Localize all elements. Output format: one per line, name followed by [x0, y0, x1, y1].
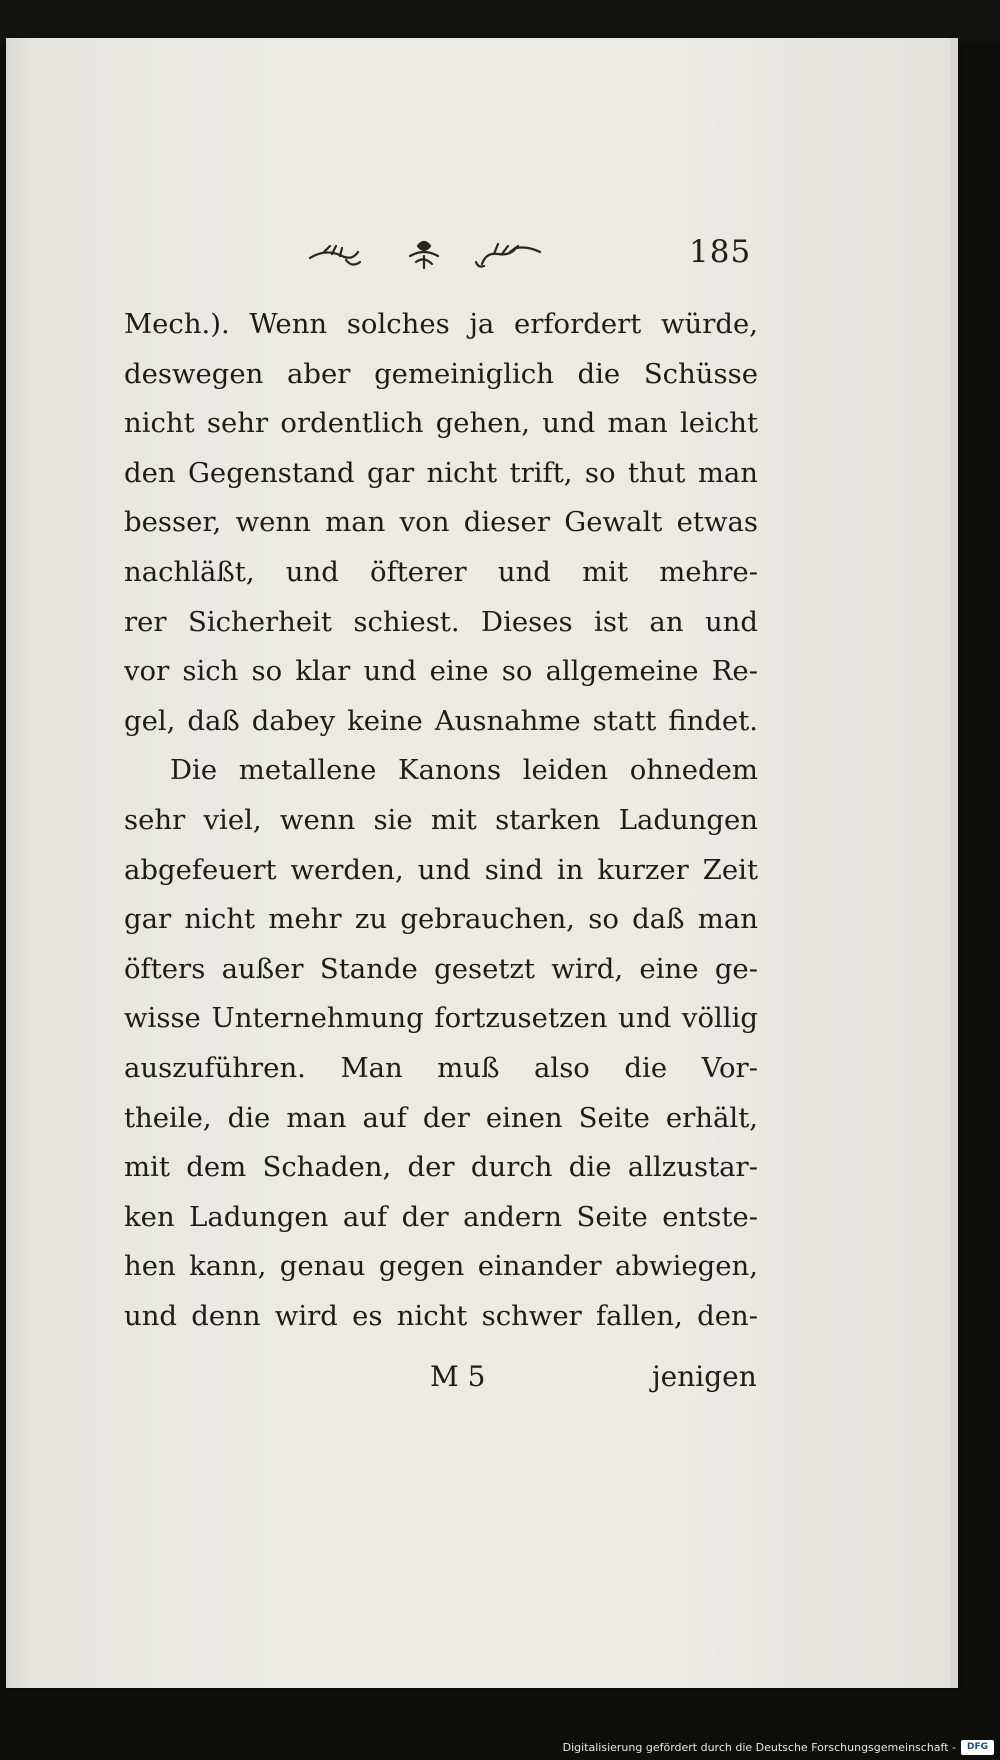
dfg-logo: DFG — [961, 1740, 994, 1755]
text-line: rer Sicherheit schiest. Dieses ist an und — [124, 605, 758, 638]
text-line: Mech.). Wenn solches ja erfordert würde, — [124, 308, 758, 340]
body-text — [124, 300, 758, 1341]
page-footer — [6, 1360, 958, 1404]
text-line: gar nicht mehr zu gebrauchen, so daß man — [124, 903, 758, 936]
header-ornament-icon — [306, 234, 566, 274]
scan-border-top — [0, 0, 1000, 42]
page-edge — [950, 38, 958, 1688]
text-line: sehr viel, wenn sie mit starken Ladungen — [124, 803, 758, 836]
text-line: deswegen aber gemeiniglich die Schüsse — [124, 357, 758, 390]
page-gutter-shadow — [6, 38, 34, 1688]
catchword: jenigen — [652, 1360, 757, 1393]
text-line: auszuführen. Man muß also die Vor- — [124, 1051, 758, 1084]
text-line: theile, die man auf der einen Seite erhält, — [124, 1101, 758, 1134]
text-line: vor sich so klar und eine so allgemeine Re- — [124, 655, 758, 688]
text-line: abgefeuert werden, und sind in kurzer Zeit — [124, 853, 758, 886]
digitization-credit: Digitalisierung gefördert durch die Deutsche Forschungsgemeinschaft - — [562, 1741, 956, 1754]
text-line: ken Ladungen auf der andern Seite entste- — [124, 1200, 758, 1233]
text-line: gel, daß dabey keine Ausnahme statt findet. — [124, 704, 758, 737]
text-line: und denn wird es nicht schwer fallen, den- — [124, 1299, 758, 1332]
text-line: mit dem Schaden, der durch die allzustar- — [124, 1151, 758, 1184]
text-line: nicht sehr ordentlich gehen, und man leicht — [124, 407, 758, 440]
text-line: öfters außer Stande gesetzt wird, eine ge- — [124, 952, 758, 985]
running-header — [6, 234, 958, 274]
text-line: den Gegenstand gar nicht trift, so thut man — [124, 456, 758, 489]
text-line: hen kann, genau gegen einander abwiegen, — [124, 1250, 758, 1283]
text-line: Die metallene Kanons leiden ohnedem — [170, 754, 758, 787]
signature-mark: M 5 — [430, 1360, 486, 1393]
page-number: 185 — [689, 234, 752, 270]
book-page — [6, 38, 958, 1688]
text-line: besser, wenn man von dieser Gewalt etwas — [124, 506, 758, 539]
text-line: nachläßt, und öfterer und mit mehre- — [124, 555, 758, 588]
text-line: wisse Unternehmung fortzusetzen und völlig — [124, 1002, 758, 1035]
